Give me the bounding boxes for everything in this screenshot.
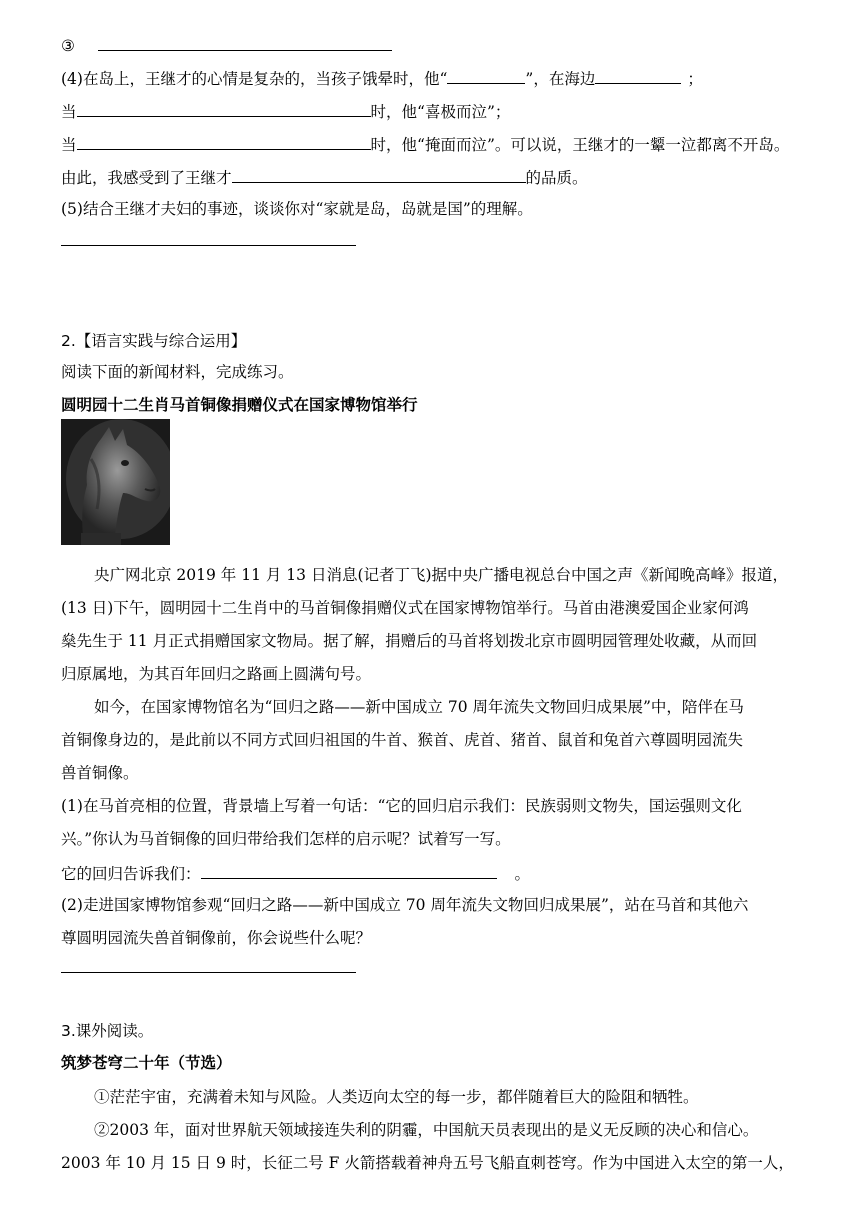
q4-line-1: [61, 67, 703, 89]
item-3-label: ③: [61, 37, 75, 55]
answer-blank-q4-2[interactable]: [595, 67, 681, 84]
news-title: 圆明园十二生肖马首铜像捐赠仪式在国家博物馆举行: [61, 396, 418, 414]
news-p2-line-1: 如今，在国家博物馆名为“回归之路——新中国成立 70 周年流失文物回归成果展”中，陪伴在马: [94, 698, 744, 716]
q2-sub2-line-1: (2)走进国家博物馆参观“回归之路——新中国成立 70 周年流失文物回归成果展”，站在马首和其他六: [61, 896, 749, 914]
answer-blank-q4-1[interactable]: [447, 67, 525, 84]
answer-blank-item3[interactable]: [98, 34, 392, 51]
news-p1-line-3: 燊先生于 11 月正式捐赠国家文物局。据了解，捐赠后的马首将划拨北京市圆明园管理处收藏，从而回: [61, 632, 758, 650]
horse-head-bronze-photo: [61, 419, 170, 545]
article-title: 筑梦苍穹二十年（节选）: [61, 1054, 232, 1072]
q4-text-c: ；: [687, 70, 703, 88]
q3-heading: 3.课外阅读。: [61, 1022, 154, 1040]
q4-line-3: [61, 133, 789, 155]
answer-suffix: 。: [514, 865, 531, 883]
horse-head-icon: [61, 419, 170, 545]
q4-line2-suffix: 时，他“喜极而泣”；: [370, 103, 511, 121]
q4-line3-prefix: 当: [61, 136, 77, 154]
q2-heading: 2.【语言实践与综合运用】: [61, 332, 247, 350]
article-p1: ①茫茫宇宙，充满着未知与风险。人类迈向太空的每一步，都伴随着巨大的险阻和牺牲。: [94, 1088, 699, 1106]
answer-line-q2-2[interactable]: [61, 972, 356, 973]
article-p2-line-1: ②2003 年，面对世界航天领域接连失利的阴霾，中国航天员表现出的是义无反顾的决心和信心。: [94, 1121, 759, 1139]
q4-line-4: [61, 166, 588, 188]
item-3-line: [61, 34, 392, 56]
answer-blank-q2-1[interactable]: [201, 862, 497, 879]
q2-sub1-line-1: (1)在马首亮相的位置，背景墙上写着一句话：“它的回归启示我们：民族弱则文物失，国运强则文化: [61, 797, 742, 815]
q4-line3-suffix: 时，他“掩面而泣”。可以说，王继才的一颦一泣都离不开岛。: [370, 136, 790, 154]
news-p1-line-4: 归原属地，为其百年回归之路画上圆满句号。: [61, 665, 372, 683]
news-p1-line-2: (13 日)下午，圆明园十二生肖中的马首铜像捐赠仪式在国家博物馆举行。马首由港澳爱国企业家何鸿: [61, 599, 749, 617]
answer-blank-q4-4[interactable]: [77, 133, 371, 150]
answer-prefix: 它的回归告诉我们：: [61, 865, 201, 883]
q4-text-b: ”，在海边: [525, 70, 596, 88]
q2-sub1-line-2: 兴。”你认为马首铜像的回归带给我们怎样的启示呢？试着写一写。: [61, 830, 511, 848]
q4-line2-prefix: 当: [61, 103, 77, 121]
news-p2-line-3: 兽首铜像。: [61, 764, 139, 782]
q2-instruction: 阅读下面的新闻材料，完成练习。: [61, 363, 294, 381]
answer-line-q5[interactable]: [61, 245, 356, 246]
q4-line4-suffix: 的品质。: [525, 169, 588, 187]
q4-line-2: [61, 100, 510, 122]
q4-text-a: (4)在岛上，王继才的心情是复杂的，当孩子饿晕时，他“: [61, 70, 448, 88]
answer-blank-q4-3[interactable]: [77, 100, 371, 117]
news-p1-line-1: 央广网北京 2019 年 11 月 13 日消息(记者丁飞)据中央广播电视总台中国之声《新闻晚高峰》报道，: [94, 566, 789, 584]
q2-sub2-line-2: 尊圆明园流失兽首铜像前，你会说些什么呢？: [61, 929, 372, 947]
q5-prompt: (5)结合王继才夫妇的事迹，谈谈你对“家就是岛，岛就是国”的理解。: [61, 200, 533, 218]
answer-blank-q4-5[interactable]: [232, 166, 526, 183]
q4-line4-prefix: 由此，我感受到了王继才: [61, 169, 232, 187]
q2-sub1-answer-line: [61, 862, 530, 884]
news-p2-line-2: 首铜像身边的，是此前以不同方式回归祖国的牛首、猴首、虎首、猪首、鼠首和兔首六尊圆明园流失: [61, 731, 744, 749]
article-p2-line-2: 2003 年 10 月 15 日 9 时，长征二号 F 火箭搭载着神舟五号飞船直刺苍穹。作为中国进入太空的第一人，: [61, 1154, 794, 1172]
